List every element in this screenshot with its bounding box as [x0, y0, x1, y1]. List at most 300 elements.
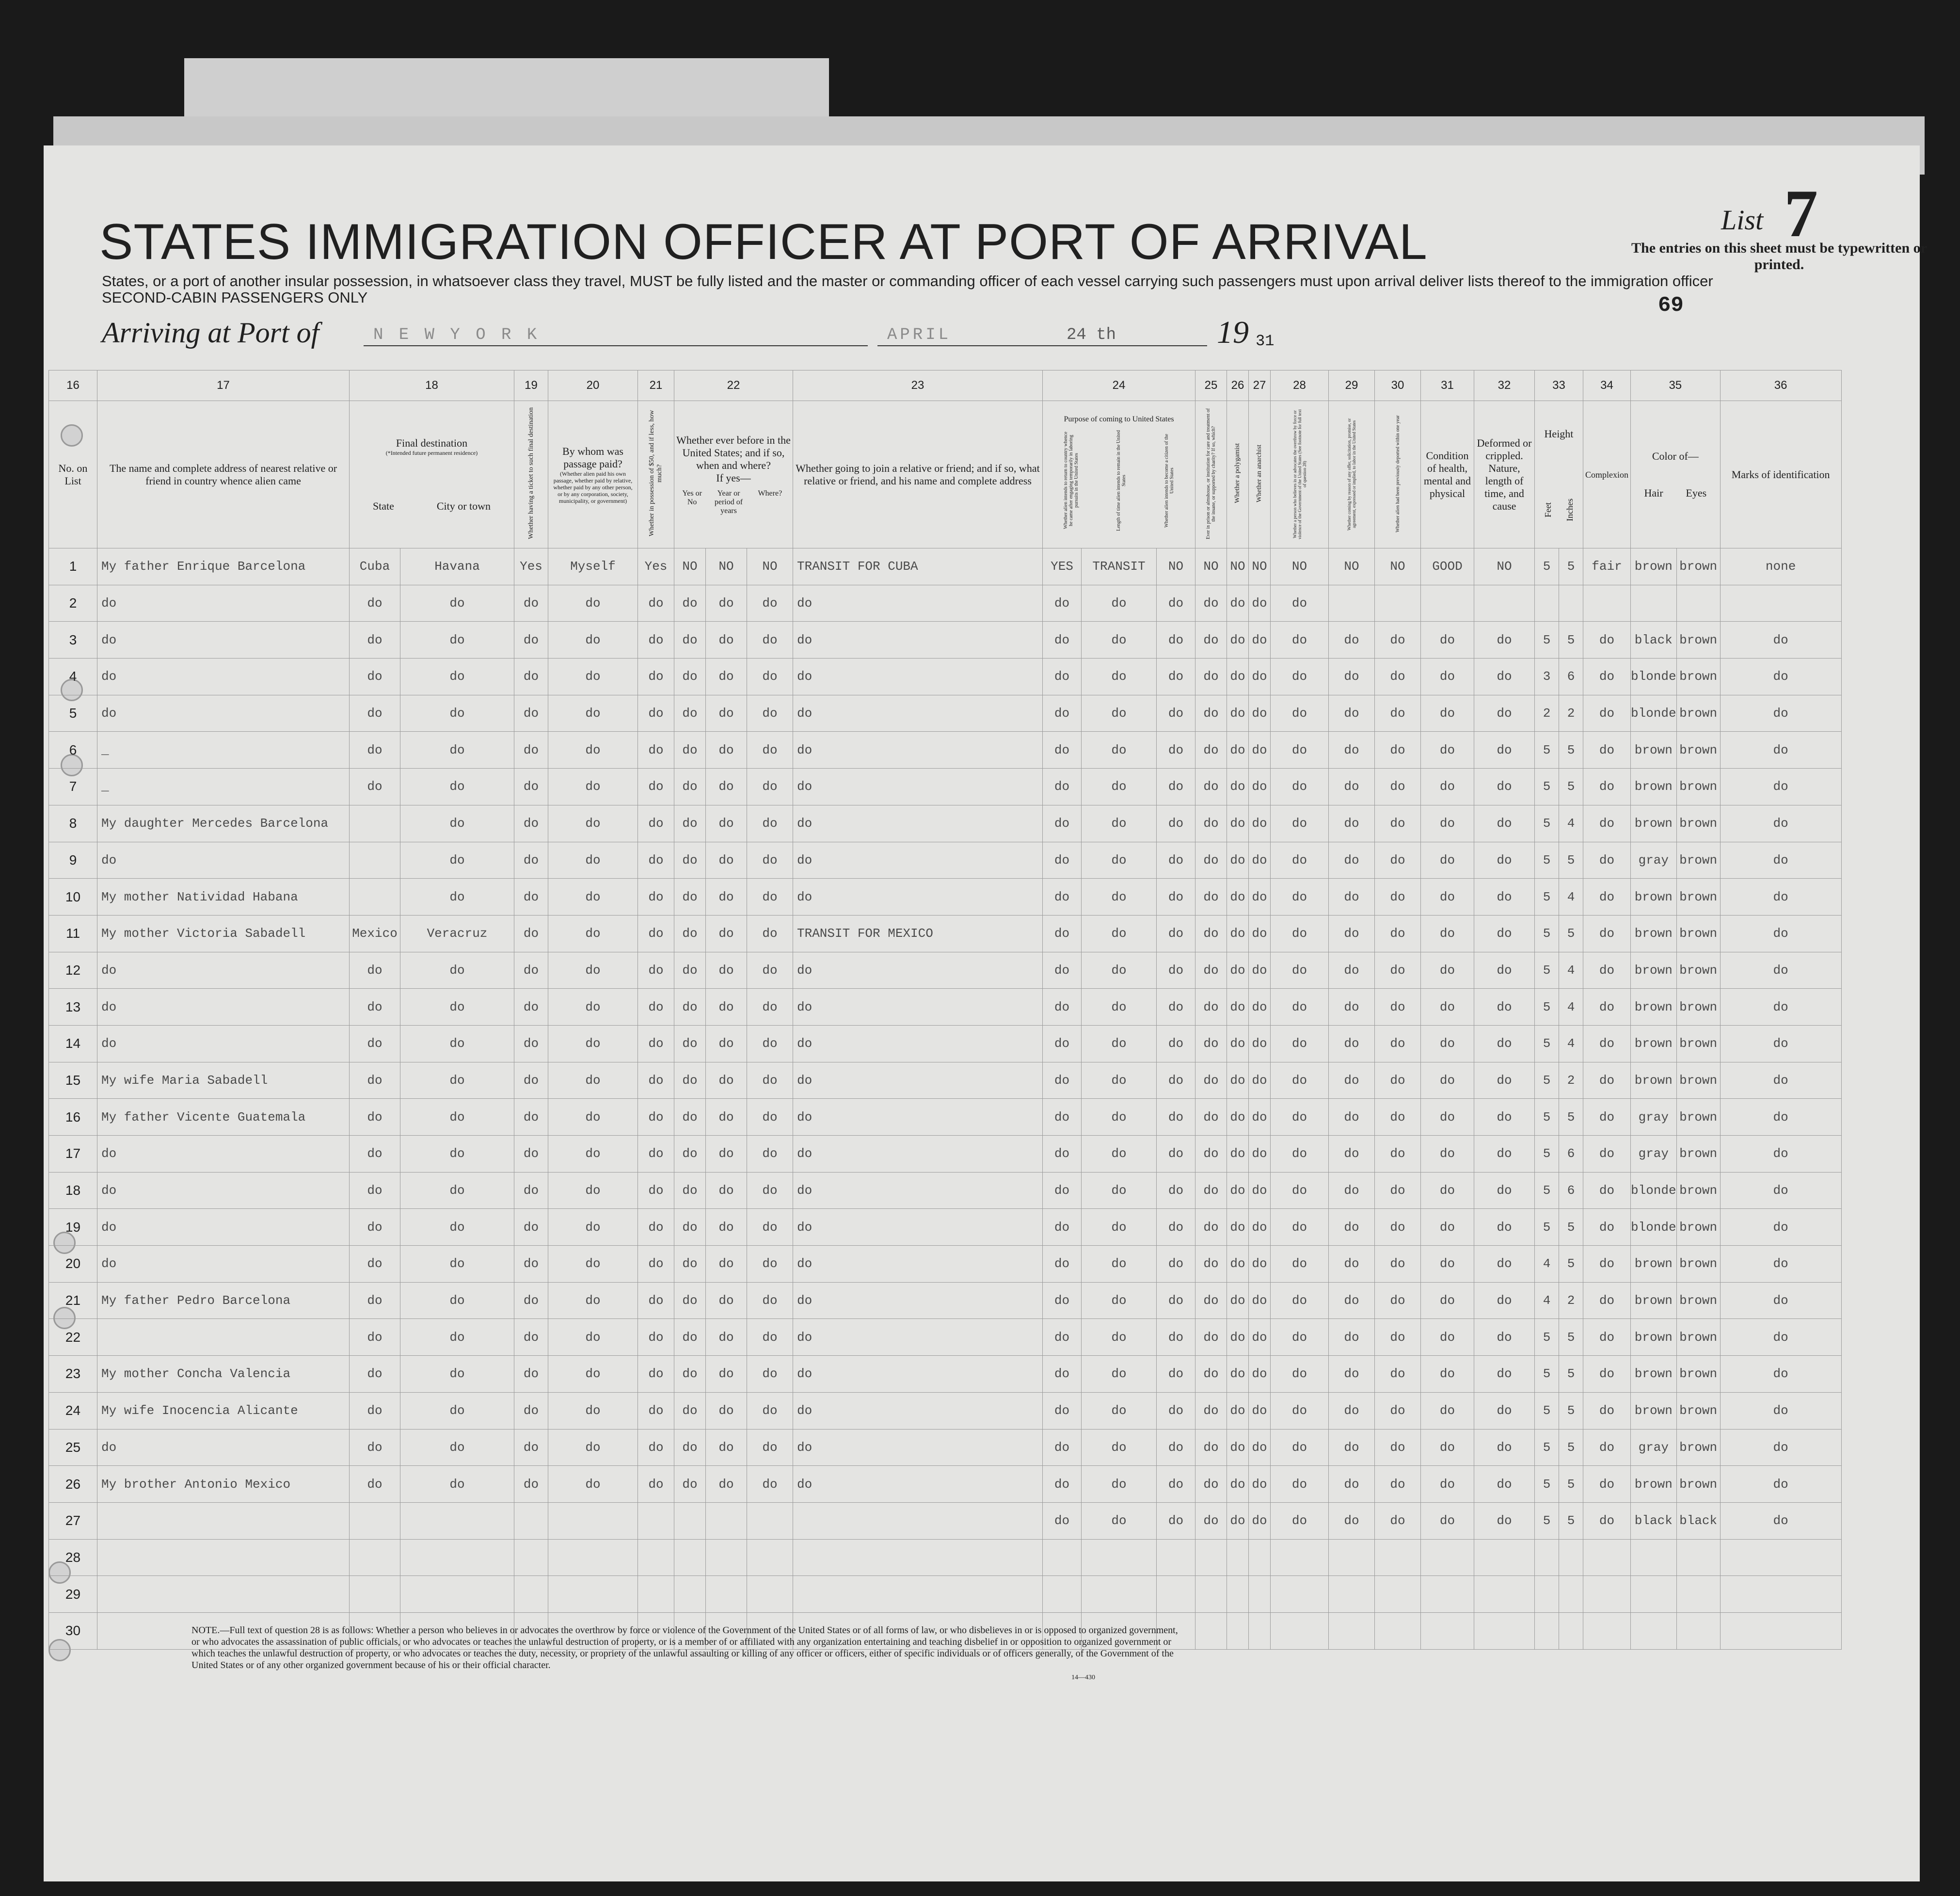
cell-return: do [1043, 585, 1082, 622]
cell-join: do [793, 805, 1043, 842]
cell-period: do [706, 842, 747, 879]
cell-money: do [638, 1136, 674, 1173]
cell-polyg: do [1227, 805, 1249, 842]
cell-q29: do [1329, 659, 1375, 695]
cell-hair: brown [1631, 1356, 1677, 1393]
date-fill-line [877, 345, 1207, 346]
cell-city [400, 1539, 514, 1576]
cell-relative [97, 1539, 350, 1576]
cell-length: do [1082, 952, 1157, 989]
cell-q28 [1271, 1576, 1329, 1613]
cell-eyes: brown [1676, 915, 1720, 952]
cell-inches [1559, 1612, 1583, 1649]
cell-marks: do [1720, 1319, 1841, 1356]
cell-deformed: do [1474, 842, 1535, 879]
cell-no: 27 [49, 1502, 97, 1539]
cell-before: do [674, 1025, 706, 1062]
cell-period: do [706, 1246, 747, 1283]
header-purpose [1043, 401, 1195, 548]
cell-citizen: do [1157, 1172, 1195, 1209]
arrival-day: 24 th [1067, 326, 1116, 344]
cell-q29: do [1329, 1099, 1375, 1136]
cell-city: do [400, 732, 514, 769]
cell-relative: My wife Maria Sabadell [97, 1062, 350, 1099]
cell-hair: brown [1631, 805, 1677, 842]
cell-complexion: do [1583, 1246, 1631, 1283]
color-label: Color of— [1652, 450, 1699, 462]
cell-q29: do [1329, 1429, 1375, 1466]
cell-ticket: do [514, 1209, 548, 1246]
cell-join [793, 1502, 1043, 1539]
cell-no: 18 [49, 1172, 97, 1209]
header-marks: Marks of identification [1720, 401, 1841, 548]
cell-polyg: do [1227, 915, 1249, 952]
cell-inches: 5 [1559, 622, 1583, 659]
cell-paid: do [548, 695, 638, 732]
cell-eyes: black [1676, 1502, 1720, 1539]
cell-period: do [706, 1025, 747, 1062]
cell-length: do [1082, 1356, 1157, 1393]
cell-relative: My mother Concha Valencia [97, 1356, 350, 1393]
cell-no: 9 [49, 842, 97, 879]
cell-ticket: do [514, 622, 548, 659]
cell-q29: do [1329, 1136, 1375, 1173]
cell-complexion: do [1583, 1025, 1631, 1062]
cell-anarch [1249, 1539, 1271, 1576]
cell-hair: blonde [1631, 1172, 1677, 1209]
cell-city: do [400, 1319, 514, 1356]
table-row [49, 1136, 1842, 1173]
table-row [49, 622, 1842, 659]
cell-complexion: do [1583, 952, 1631, 989]
purpose-label: Purpose of coming to United States [1064, 415, 1174, 423]
cell-feet: 4 [1535, 1282, 1559, 1319]
cell-complexion [1583, 1539, 1631, 1576]
cell-q28: do [1271, 1466, 1329, 1503]
cell-no: 30 [49, 1612, 97, 1649]
cell-q29: do [1329, 1392, 1375, 1429]
cell-hair: brown [1631, 952, 1677, 989]
cell-complexion: do [1583, 622, 1631, 659]
cell-money: do [638, 1429, 674, 1466]
purpose-citizen-label: Whether alien intends to become a citizen of the United States [1163, 433, 1175, 528]
cell-relative: do [97, 1246, 350, 1283]
cell-prison: do [1195, 1502, 1227, 1539]
cell-inches: 5 [1559, 842, 1583, 879]
cell-eyes: brown [1676, 1356, 1720, 1393]
cell-join: do [793, 1062, 1043, 1099]
cell-no: 16 [49, 1099, 97, 1136]
cell-q29: do [1329, 622, 1375, 659]
cell-deformed [1474, 1539, 1535, 1576]
cell-where: do [747, 1356, 793, 1393]
cell-health: do [1421, 622, 1474, 659]
cell-period: do [706, 1282, 747, 1319]
cell-ticket: do [514, 1356, 548, 1393]
cell-no: 1 [49, 548, 97, 585]
cell-deported: do [1375, 1319, 1421, 1356]
cell-inches: 4 [1559, 1025, 1583, 1062]
cell-complexion: do [1583, 1209, 1631, 1246]
column-number: 36 [1720, 370, 1841, 401]
cell-where: do [747, 769, 793, 805]
cell-relative: do [97, 1025, 350, 1062]
cell-state: do [350, 1282, 400, 1319]
cell-where: do [747, 879, 793, 916]
cell-q28: do [1271, 732, 1329, 769]
cell-before: do [674, 1429, 706, 1466]
cell-feet: 2 [1535, 695, 1559, 732]
cell-join: do [793, 1356, 1043, 1393]
cell-prison: do [1195, 1209, 1227, 1246]
cell-anarch: do [1249, 1172, 1271, 1209]
cell-q29 [1329, 1539, 1375, 1576]
cell-join: do [793, 952, 1043, 989]
cell-relative: _ [97, 732, 350, 769]
cell-health: do [1421, 805, 1474, 842]
cell-feet: 5 [1535, 1429, 1559, 1466]
cell-before [674, 1539, 706, 1576]
cell-hair: blonde [1631, 695, 1677, 732]
cell-inches [1559, 1539, 1583, 1576]
cell-complexion: do [1583, 769, 1631, 805]
cell-period: do [706, 1466, 747, 1503]
cell-inches: 5 [1559, 732, 1583, 769]
cell-complexion [1583, 585, 1631, 622]
cell-money: do [638, 732, 674, 769]
cell-relative: My father Enrique Barcelona [97, 548, 350, 585]
cell-prison [1195, 1576, 1227, 1613]
cell-state: do [350, 1466, 400, 1503]
cell-return: do [1043, 622, 1082, 659]
cell-eyes: brown [1676, 1099, 1720, 1136]
cell-deformed [1474, 1612, 1535, 1649]
cell-health: do [1421, 1172, 1474, 1209]
final-destination-note: (*Intended future permanent residence) [385, 449, 478, 456]
cell-join: do [793, 989, 1043, 1026]
cell-money: do [638, 805, 674, 842]
cell-complexion: do [1583, 659, 1631, 695]
table-row [49, 1429, 1842, 1466]
cell-city: do [400, 1136, 514, 1173]
cell-marks: do [1720, 769, 1841, 805]
if-yes-label: If yes— [716, 471, 751, 484]
cell-deported: do [1375, 952, 1421, 989]
table-row [49, 585, 1842, 622]
cell-paid: do [548, 1319, 638, 1356]
cell-citizen: do [1157, 1502, 1195, 1539]
cell-marks: do [1720, 1502, 1841, 1539]
cell-relative [97, 1319, 350, 1356]
cell-period [706, 1539, 747, 1576]
cell-feet: 5 [1535, 805, 1559, 842]
cell-complexion: do [1583, 1319, 1631, 1356]
page-number: 69 [1658, 293, 1684, 318]
cell-complexion: do [1583, 1502, 1631, 1539]
cell-ticket: do [514, 1025, 548, 1062]
cell-no: 23 [49, 1356, 97, 1393]
table-row [49, 989, 1842, 1026]
cell-paid: do [548, 952, 638, 989]
header-labor-offer [1329, 401, 1375, 548]
header-deported [1375, 401, 1421, 548]
cell-length: do [1082, 1099, 1157, 1136]
cell-prison: do [1195, 1246, 1227, 1283]
cell-money: do [638, 1099, 674, 1136]
cell-complexion: do [1583, 1172, 1631, 1209]
cell-length: do [1082, 1429, 1157, 1466]
cell-eyes: brown [1676, 1246, 1720, 1283]
cell-before: do [674, 952, 706, 989]
cell-city: do [400, 1246, 514, 1283]
cell-prison: do [1195, 1392, 1227, 1429]
cell-deported: do [1375, 805, 1421, 842]
cell-anarch: do [1249, 585, 1271, 622]
cell-q28 [1271, 1612, 1329, 1649]
cell-money [638, 1576, 674, 1613]
cell-q28: do [1271, 1282, 1329, 1319]
cell-state: do [350, 1062, 400, 1099]
cell-prison: NO [1195, 548, 1227, 585]
cell-marks [1720, 585, 1841, 622]
cell-state: do [350, 695, 400, 732]
cell-state: do [350, 1356, 400, 1393]
table-row [49, 1209, 1842, 1246]
cell-city: do [400, 1099, 514, 1136]
cell-length: do [1082, 1172, 1157, 1209]
header-ever-before [674, 401, 793, 548]
cell-deported: do [1375, 1429, 1421, 1466]
cell-relative [97, 1502, 350, 1539]
cell-health: do [1421, 659, 1474, 695]
cell-polyg: do [1227, 1209, 1249, 1246]
column-number: 27 [1249, 370, 1271, 401]
cell-eyes: brown [1676, 879, 1720, 916]
cell-period [706, 1576, 747, 1613]
cell-relative: do [97, 1429, 350, 1466]
cell-polyg: do [1227, 1429, 1249, 1466]
cell-ticket: do [514, 952, 548, 989]
cell-relative: do [97, 1136, 350, 1173]
cell-inches: 4 [1559, 989, 1583, 1026]
cell-marks: do [1720, 1172, 1841, 1209]
cell-eyes [1676, 585, 1720, 622]
ever-before-label: Whether ever before in the United States; and if so, when and where? [676, 434, 791, 471]
cell-state [350, 1539, 400, 1576]
cell-inches: 5 [1559, 769, 1583, 805]
table-row [49, 1246, 1842, 1283]
cell-anarch: do [1249, 915, 1271, 952]
cell-marks [1720, 1576, 1841, 1613]
cell-citizen: do [1157, 1099, 1195, 1136]
cell-feet: 5 [1535, 879, 1559, 916]
cell-ticket: do [514, 879, 548, 916]
cell-inches: 5 [1559, 1209, 1583, 1246]
cell-length: do [1082, 989, 1157, 1026]
header-passage-paid [548, 401, 638, 548]
cell-before: do [674, 1356, 706, 1393]
cell-q29: do [1329, 1282, 1375, 1319]
cell-paid: do [548, 1392, 638, 1429]
cell-complexion: do [1583, 732, 1631, 769]
cell-q29: do [1329, 1062, 1375, 1099]
cell-relative: do [97, 585, 350, 622]
column-number: 35 [1631, 370, 1721, 401]
cell-anarch: do [1249, 1502, 1271, 1539]
cell-ticket: Yes [514, 548, 548, 585]
column-number: 23 [793, 370, 1043, 401]
cell-anarch: do [1249, 1209, 1271, 1246]
cell-marks: do [1720, 1392, 1841, 1429]
cell-before: do [674, 879, 706, 916]
cell-polyg: do [1227, 585, 1249, 622]
cell-feet: 5 [1535, 548, 1559, 585]
cell-deformed: do [1474, 952, 1535, 989]
column-number: 24 [1043, 370, 1195, 401]
cell-citizen: do [1157, 1319, 1195, 1356]
cell-deformed: do [1474, 1319, 1535, 1356]
cell-q29: do [1329, 989, 1375, 1026]
cell-no: 26 [49, 1466, 97, 1503]
cell-marks: do [1720, 879, 1841, 916]
cell-anarch: do [1249, 879, 1271, 916]
column-number: 34 [1583, 370, 1631, 401]
arriving-label: Arriving at Port of [102, 317, 319, 349]
cell-deported [1375, 585, 1421, 622]
cell-complexion: do [1583, 879, 1631, 916]
cell-length: do [1082, 1025, 1157, 1062]
table-row [49, 1025, 1842, 1062]
cell-length [1082, 1539, 1157, 1576]
cell-q29: do [1329, 695, 1375, 732]
cell-deported [1375, 1539, 1421, 1576]
anarchist-label: Whether an anarchist [1256, 444, 1263, 502]
cell-city: do [400, 1392, 514, 1429]
cell-marks [1720, 1612, 1841, 1649]
cell-city: do [400, 1466, 514, 1503]
cell-where: do [747, 1172, 793, 1209]
cell-deformed: do [1474, 1099, 1535, 1136]
cell-state: do [350, 1172, 400, 1209]
cell-q28: do [1271, 659, 1329, 695]
cell-period: NO [706, 548, 747, 585]
cell-relative: My father Pedro Barcelona [97, 1282, 350, 1319]
cell-q28 [1271, 1539, 1329, 1576]
cell-before: do [674, 769, 706, 805]
cell-hair: gray [1631, 842, 1677, 879]
cell-ticket: do [514, 1062, 548, 1099]
cell-join: do [793, 1392, 1043, 1429]
cell-return: do [1043, 1466, 1082, 1503]
cell-hair [1631, 1576, 1677, 1613]
cell-relative: do [97, 695, 350, 732]
column-number: 21 [638, 370, 674, 401]
cell-anarch: do [1249, 989, 1271, 1026]
cell-state: Mexico [350, 915, 400, 952]
cell-q28: do [1271, 989, 1329, 1026]
cell-city: do [400, 622, 514, 659]
cell-anarch: do [1249, 769, 1271, 805]
cell-no: 20 [49, 1246, 97, 1283]
cell-deformed: do [1474, 1025, 1535, 1062]
cell-state: do [350, 1136, 400, 1173]
cell-complexion: do [1583, 695, 1631, 732]
cell-polyg: do [1227, 732, 1249, 769]
column-number: 31 [1421, 370, 1474, 401]
cell-where: do [747, 585, 793, 622]
cell-no: 14 [49, 1025, 97, 1062]
cell-polyg: do [1227, 952, 1249, 989]
cell-marks: do [1720, 1136, 1841, 1173]
cell-no: 24 [49, 1392, 97, 1429]
column-number: 18 [350, 370, 514, 401]
header-nearest-relative: The name and complete address of nearest relative or friend in country whence alien came [97, 401, 350, 548]
cell-hair: gray [1631, 1136, 1677, 1173]
column-number: 17 [97, 370, 350, 401]
cell-return: do [1043, 1502, 1082, 1539]
cell-q29: do [1329, 952, 1375, 989]
cell-anarch: do [1249, 1136, 1271, 1173]
cell-feet: 5 [1535, 989, 1559, 1026]
cell-hair: brown [1631, 548, 1677, 585]
cell-inches: 6 [1559, 1172, 1583, 1209]
cell-eyes: brown [1676, 659, 1720, 695]
cell-polyg: do [1227, 695, 1249, 732]
cell-before: do [674, 1392, 706, 1429]
cell-marks: do [1720, 1246, 1841, 1283]
polygamist-label: Whether a polygamist [1234, 443, 1241, 503]
cell-ticket: do [514, 1099, 548, 1136]
cell-prison: do [1195, 1099, 1227, 1136]
cell-polyg: do [1227, 1062, 1249, 1099]
cell-prison: do [1195, 695, 1227, 732]
cell-marks: do [1720, 732, 1841, 769]
cell-q28: do [1271, 1025, 1329, 1062]
column-number: 20 [548, 370, 638, 401]
cell-money: do [638, 659, 674, 695]
header-color [1631, 401, 1721, 548]
cell-marks: do [1720, 1062, 1841, 1099]
hair-label: Hair [1644, 486, 1663, 499]
cell-relative [97, 1576, 350, 1613]
cell-paid: do [548, 1356, 638, 1393]
cell-deported: NO [1375, 548, 1421, 585]
cell-no: 11 [49, 915, 97, 952]
column-number: 25 [1195, 370, 1227, 401]
cell-polyg: do [1227, 842, 1249, 879]
cell-before: do [674, 695, 706, 732]
cell-anarch: do [1249, 1246, 1271, 1283]
table-row [49, 1172, 1842, 1209]
cell-money: do [638, 879, 674, 916]
cell-prison: do [1195, 622, 1227, 659]
cell-period: do [706, 1136, 747, 1173]
cell-relative: do [97, 989, 350, 1026]
cell-health: do [1421, 1246, 1474, 1283]
cell-money: do [638, 1246, 674, 1283]
cell-q29: do [1329, 915, 1375, 952]
cell-money: do [638, 769, 674, 805]
cell-paid: do [548, 585, 638, 622]
column-number: 33 [1535, 370, 1583, 401]
cell-hair: brown [1631, 1466, 1677, 1503]
cell-q28: do [1271, 1136, 1329, 1173]
cell-relative: _ [97, 769, 350, 805]
cell-feet: 5 [1535, 1025, 1559, 1062]
cell-q28: do [1271, 695, 1329, 732]
cell-complexion: do [1583, 1282, 1631, 1319]
cell-feet: 5 [1535, 842, 1559, 879]
